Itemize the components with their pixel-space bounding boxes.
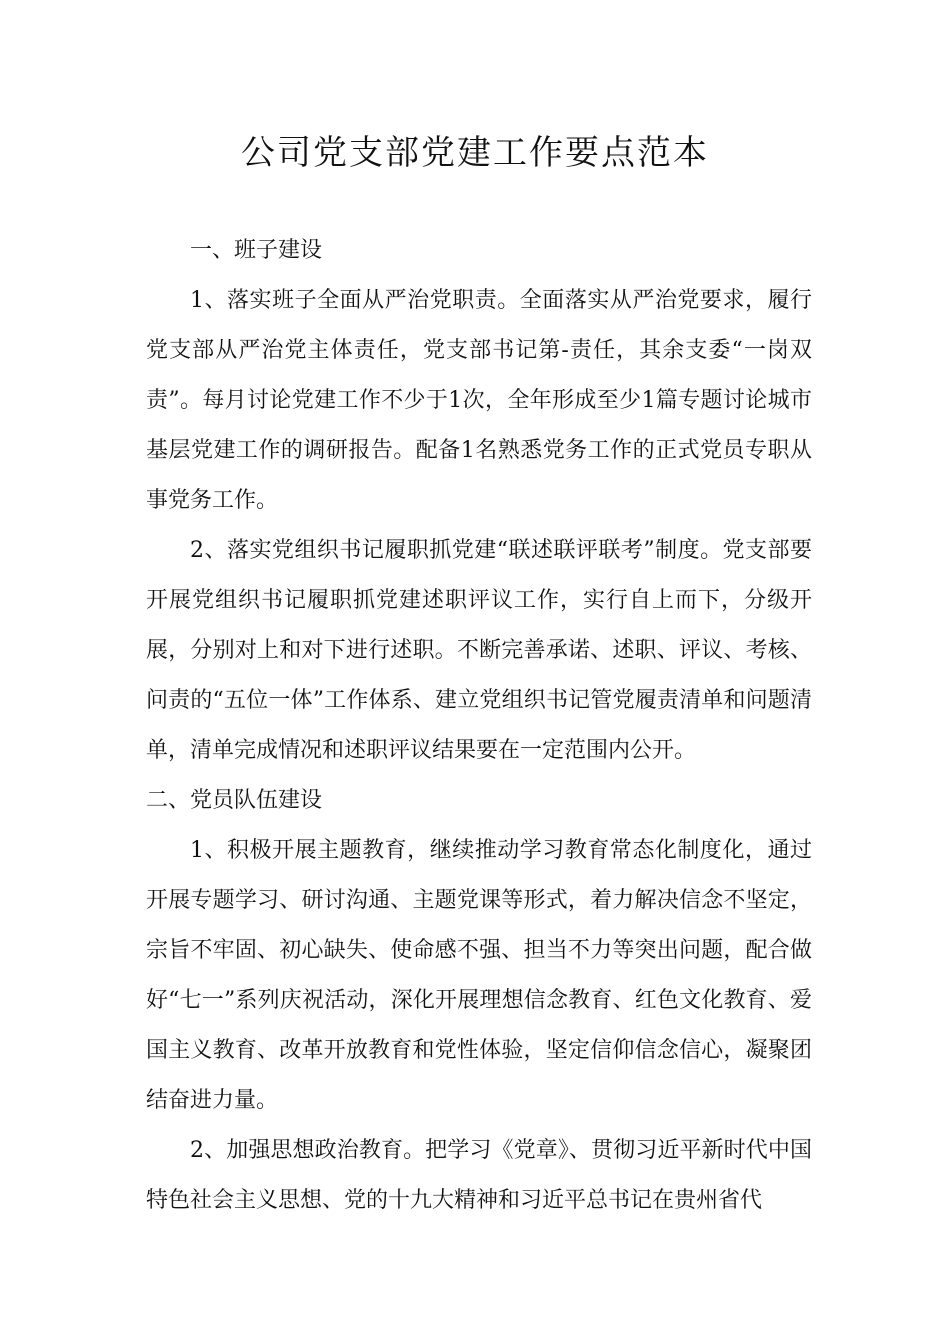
document-title: 公司党支部党建工作要点范本 bbox=[241, 133, 709, 173]
document-body bbox=[146, 226, 812, 1226]
section-heading-member-building: 二、党员队伍建设 bbox=[146, 788, 323, 813]
paragraph-team-responsibility: 1、落实班子全面从严治党职责。全面落实从严治党要求，履行党支部从严治党主体责任，党支部书记第-责任，其余支委“一岗双责”。每月讨论党建工作不少于1次，全年形成至少1篇专题讨论城市基层党建工作的调研报告。配备1名熟悉党务工作的正式党员专职从事党务工作。 bbox=[146, 288, 812, 513]
section-heading-team-building: 一、班子建设 bbox=[190, 238, 323, 263]
paragraph-theme-education: 1、积极开展主题教育，继续推动学习教育常态化制度化，通过开展专题学习、研讨沟通、主题党课等形式，着力解决信念不坚定，宗旨不牢固、初心缺失、使命感不强、担当不力等突出问题，配合做好“七一”系列庆祝活动，深化开展理想信念教育、红色文化教育、爱国主义教育、改革开放教育和党性体验，坚定信仰信念信心，凝聚团结奋进力量。 bbox=[146, 838, 812, 1113]
paragraph-secretary-duty: 2、落实党组织书记履职抓党建“联述联评联考”制度。党支部要开展党组织书记履职抓党建述职评议工作，实行自上而下，分级开展，分别对上和对下进行述职。不断完善承诺、述职、评议、考核、问责的“五位一体”工作体系、建立党组织书记管党履责清单和问题清单，清单完成情况和述职评议结果要在一定范围内公开。 bbox=[146, 538, 812, 763]
paragraph-political-education: 2、加强思想政治教育。把学习《党章》、贯彻习近平新时代中国特色社会主义思想、党的十九大精神和习近平总书记在贵州省代 bbox=[146, 1138, 812, 1213]
